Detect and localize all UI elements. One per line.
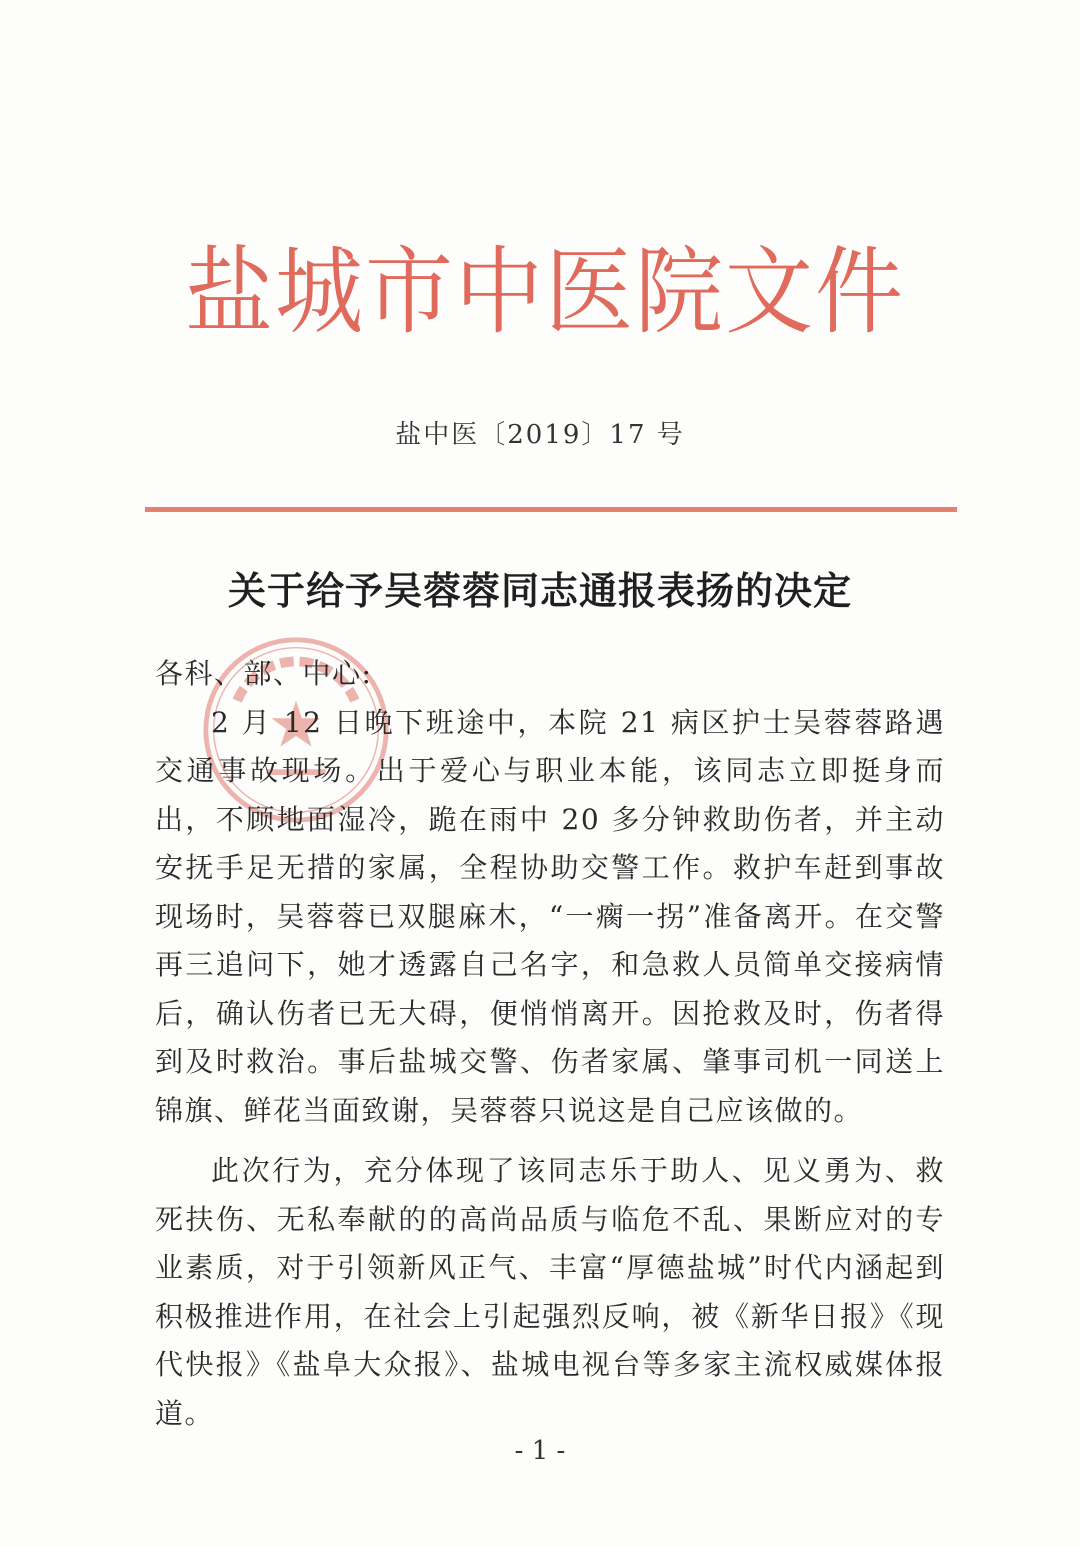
page-number: - 1 -: [514, 1436, 566, 1466]
body-paragraph-2: 此次行为，充分体现了该同志乐于助人、见义勇为、救死扶伤、无私奉献的的高尚品质与临危不乱、果断应对的专业素质，对于引领新风正气、丰富“厚德盐城”时代内涵起到积极推进作用，在社会上引起强烈反响，被《新华日报》《现代快报》《盐阜大众报》、盐城电视台等多家主流权威媒体报道。: [155, 1154, 945, 1430]
document-title: 关于给予吴蓉蓉同志通报表扬的决定: [227, 568, 852, 613]
document-number: 盐中医〔2019〕17 号: [395, 420, 685, 450]
document-body: [155, 650, 945, 1438]
header-divider: [145, 507, 957, 512]
body-paragraph-1: 2 月 12 日晚下班途中，本院 21 病区护士吴蓉蓉路遇交通事故现场。出于爱心与职业本能，该同志立即挺身而出，不顾地面湿冷，跪在雨中 20 多分钟救助伤者，并主动安抚手足无措的家属，全程协助交警工作。救护车赶到事故现场时，吴蓉蓉已双腿麻木，“一瘸一拐”准备离开。在交警再三追问下，她才透露自己名字，和急救人员简单交接病情后，确认伤者已无大碍，便悄悄离开。因抢救及时，伤者得到及时救治。事后盐城交警、伤者家属、肇事司机一同送上锦旗、鲜花当面致谢，吴蓉蓉只说这是自己应该做的。: [155, 705, 945, 1127]
salutation: 各科、部、中心:: [155, 657, 373, 690]
issuing-organization-title: 盐城市中医院文件: [184, 235, 905, 348]
